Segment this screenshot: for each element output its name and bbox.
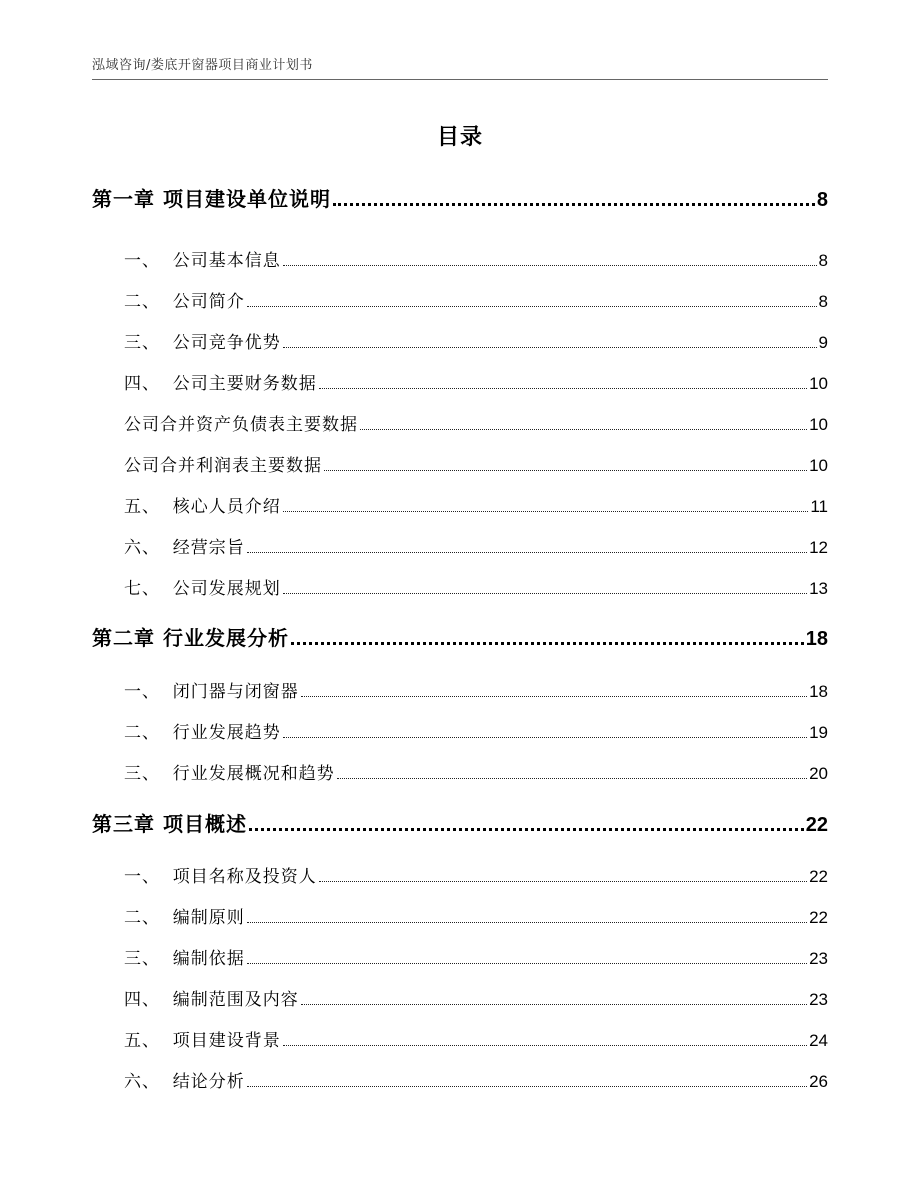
toc-page-number: 22 [809, 908, 828, 927]
dot-leader [360, 428, 807, 430]
toc-entry-label: 三、 编制依据 [124, 949, 245, 969]
header-divider [92, 79, 828, 80]
toc-page-number: 8 [816, 189, 828, 211]
toc-entry-label: 四、 公司主要财务数据 [124, 374, 317, 394]
dot-leader [324, 469, 807, 471]
toc-section[interactable] [124, 533, 828, 558]
dot-leader [283, 592, 807, 594]
toc-title: 目录 [436, 125, 483, 150]
toc-entry-label: 第一章 项目建设单位说明 [92, 187, 331, 211]
toc-page-number: 23 [809, 990, 828, 1009]
toc-entry-label: 第二章 行业发展分析 [92, 626, 289, 650]
toc-page-number: 26 [809, 1072, 828, 1091]
dot-leader [337, 777, 807, 779]
dot-leader [283, 346, 817, 348]
toc-entry-label: 公司合并利润表主要数据 [124, 456, 322, 476]
toc-entry-label: 七、 公司发展规划 [124, 579, 281, 599]
toc-entry-label: 四、 编制范围及内容 [124, 990, 299, 1010]
toc-section[interactable] [124, 985, 828, 1010]
toc-entry-label: 六、 结论分析 [124, 1072, 245, 1092]
toc-entry-label: 一、 闭门器与闭窗器 [124, 682, 299, 702]
running-header: 泓域咨询/娄底开窗器项目商业计划书 [92, 58, 313, 73]
toc-page-number: 18 [809, 682, 828, 701]
toc-entry-label: 一、 项目名称及投资人 [124, 867, 317, 887]
toc-entry-label: 五、 核心人员介绍 [124, 497, 281, 517]
toc-page-number: 8 [818, 251, 828, 270]
toc-entry-label: 二、 行业发展趋势 [124, 723, 281, 743]
toc-chapter-3[interactable] [92, 808, 828, 837]
toc-page-number: 20 [809, 764, 828, 783]
dot-leader [247, 305, 817, 307]
toc-entry-label: 三、 行业发展概况和趋势 [124, 764, 335, 784]
toc-section[interactable] [124, 492, 828, 517]
toc-section[interactable] [124, 574, 828, 599]
toc-page-number: 13 [809, 579, 828, 598]
dot-leader [319, 880, 807, 882]
toc-chapter-2[interactable] [92, 622, 828, 651]
toc-page-number: 11 [810, 497, 828, 516]
toc-section[interactable] [124, 451, 828, 476]
toc-page-number: 12 [809, 538, 828, 557]
toc-section[interactable] [124, 328, 828, 353]
toc-page-number: 23 [809, 949, 828, 968]
toc-entry-label: 六、 经营宗旨 [124, 538, 245, 558]
dot-leader [333, 202, 815, 206]
dot-leader [283, 736, 807, 738]
toc-entry-label: 公司合并资产负债表主要数据 [124, 415, 358, 435]
toc-section[interactable] [124, 903, 828, 928]
toc-entry-label: 三、 公司竞争优势 [124, 333, 281, 353]
toc-section[interactable] [124, 677, 828, 702]
toc-section[interactable] [124, 246, 828, 271]
toc-page-number: 10 [809, 415, 828, 434]
dot-leader [291, 641, 804, 645]
toc-section[interactable] [124, 759, 828, 784]
toc-page-number: 24 [809, 1031, 828, 1050]
dot-leader [283, 1044, 807, 1046]
toc-section[interactable] [124, 410, 828, 435]
toc-entry-label: 二、 公司简介 [124, 292, 245, 312]
dot-leader [249, 827, 804, 831]
dot-leader [247, 551, 807, 553]
dot-leader [283, 510, 809, 512]
toc-page-number: 9 [818, 333, 828, 352]
toc-section[interactable] [124, 1067, 828, 1092]
dot-leader [319, 387, 807, 389]
toc-page-number: 19 [809, 723, 828, 742]
toc-entry-label: 五、 项目建设背景 [124, 1031, 281, 1051]
toc-entry-label: 一、 公司基本信息 [124, 251, 281, 271]
toc-section[interactable] [124, 718, 828, 743]
toc-page-number: 10 [809, 456, 828, 475]
toc-entry-label: 二、 编制原则 [124, 908, 245, 928]
toc-section[interactable] [124, 287, 828, 312]
toc-section[interactable] [124, 944, 828, 969]
dot-leader [301, 695, 807, 697]
toc-section[interactable] [124, 369, 828, 394]
dot-leader [247, 921, 807, 923]
dot-leader [247, 1085, 807, 1087]
dot-leader [247, 962, 807, 964]
toc-page-number: 18 [805, 628, 828, 650]
toc-page-number: 10 [809, 374, 828, 393]
toc-chapter-1[interactable] [92, 183, 828, 212]
toc-section[interactable] [124, 862, 828, 887]
toc-entry-label: 第三章 项目概述 [92, 812, 247, 836]
dot-leader [301, 1003, 807, 1005]
dot-leader [283, 264, 817, 266]
toc-page-number: 22 [809, 867, 828, 886]
toc-page-number: 8 [818, 292, 828, 311]
toc-page-number: 22 [805, 814, 828, 836]
toc-section[interactable] [124, 1026, 828, 1051]
